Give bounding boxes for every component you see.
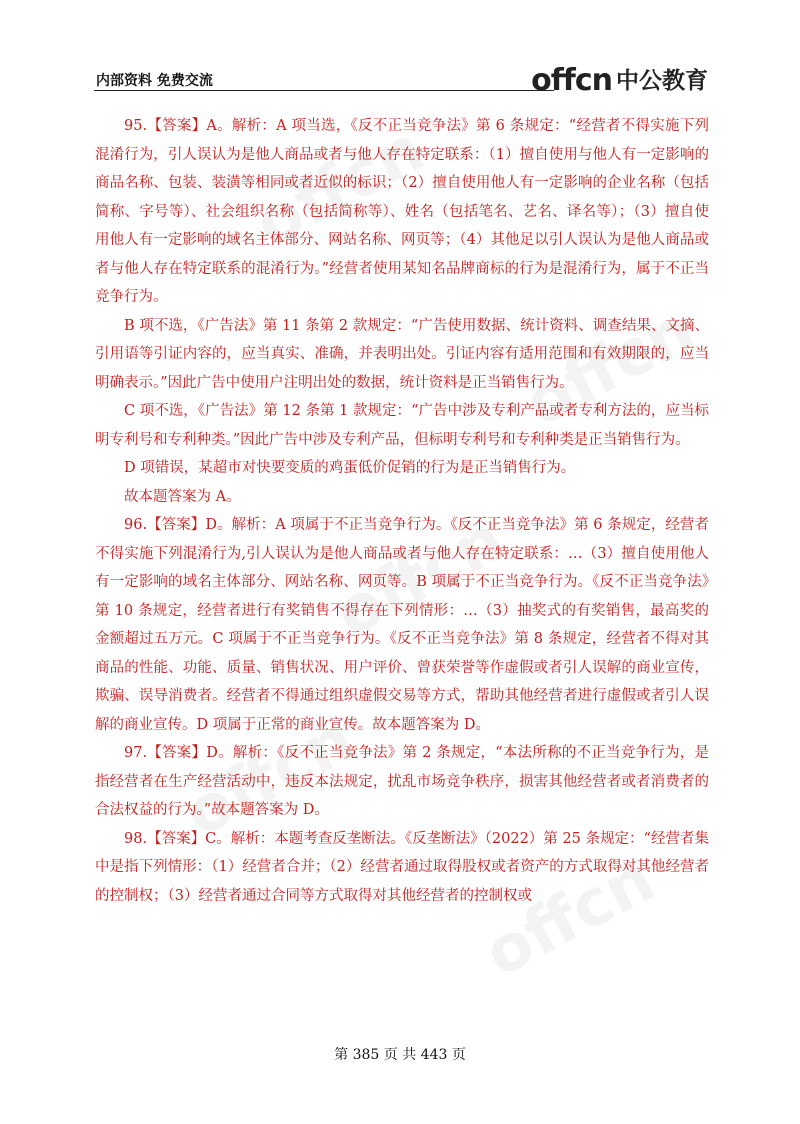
paragraph-q98: 98.【答案】C。解析：本题考查反垄断法。《反垄断法》（2022）第 25 条规定：“经营者集中是指下列情形：（1）经营者合并；（2）经营者通过取得股权或者资产的方式取得对其他经营者的控制权；（3）经营者通过合同等方式取得对其他经营者的控制权或	[95, 830, 709, 904]
paragraph-q96: 96.【答案】D。解析：A 项属于不正当竞争行为。《反不正当竞争法》第 6 条规定，经营者不得实施下列混淆行为,引人误认为是他人商品或者与他人存在特定联系：…（3）擅自使用他人有一定影响的域名主体部分、网站名称、网页等。B 项属于不正当竞争行为。《反不正当竞争法》第 10 条规定，经营者进行有奖销售不得存在下列情形：…（3）抽奖式的有奖销售，最高奖的金额超过五万元。C 项属于不正当竞争行为。《反不正当竞争法》第 8 条规定，经营者不得对其商品的性能、功能、质量、销售状况、用户评价、曾获荣誉等作虚假或者引人误解的商业宣传，欺骗、误导消费者。经营者不得通过组织虚假交易等方式，帮助其他经营者进行虚假或者引人误解的商业宣传。D 项属于正常的商业宣传。故本题答案为 D。	[95, 517, 709, 733]
page-number: 第 385 页 共 443 页	[334, 1047, 466, 1063]
paragraph-q95: 95.【答案】A。解析：A 项当选，《反不正当竞争法》第 6 条规定：“经营者不得实施下列混淆行为，引人误认为是他人商品或者与他人存在特定联系：（1）擅自使用与他人有一定影响的商品名称、包装、装潢等相同或者近似的标识；（2）擅自使用他人有一定影响的企业名称（包括简称、字号等）、社会组织名称（包括简称等）、姓名（包括笔名、艺名、译名等）；（3）擅自使用他人有一定影响的域名主体部分、网站名称、网页等；（4）其他足以引人误认为是他人商品或者与他人存在特定联系的混淆行为。”经营者使用某知名品牌商标的行为是混淆行为，属于不正当竞争行为。	[95, 118, 709, 305]
paragraph-q95-c: C 项不选，《广告法》第 12 条第 1 款规定：“广告中涉及专利产品或者专利方法的，应当标明专利号和专利种类。”因此广告中涉及专利产品，但标明专利号和专利种类是正当销售行为。	[95, 403, 709, 448]
paragraph-q95-conclusion: 故本题答案为 A。	[124, 488, 241, 505]
logo-cjk-text: 中公教育	[616, 68, 708, 95]
header-divider	[94, 90, 554, 91]
answer-content	[95, 112, 709, 910]
page-header	[94, 62, 708, 98]
header-caption: 内部资料 免费交流	[96, 73, 213, 89]
logo-latin-text: offcn	[531, 63, 612, 98]
paragraph-q97: 97.【答案】D。解析：《反不正当竞争法》第 2 条规定，“本法所称的不正当竞争行为，是指经营者在生产经营活动中，违反本法规定，扰乱市场竞争秩序，损害其他经营者或者消费者的合法权益的行为。”故本题答案为 D。	[95, 745, 709, 818]
offcn-logo	[531, 62, 708, 96]
paragraph-q95-b: B 项不选，《广告法》第 11 条第 2 款规定：“广告使用数据、统计资料、调查结果、文摘、引用语等引证内容的，应当真实、准确，并表明出处。引证内容有适用范围和有效期限的，应当明确表示。”因此广告中使用户注明出处的数据，统计资料是正当销售行为。	[95, 317, 709, 391]
paragraph-q95-d: D 项错误，某超市对快要变质的鸡蛋低价促销的行为是正当销售行为。	[124, 460, 576, 476]
